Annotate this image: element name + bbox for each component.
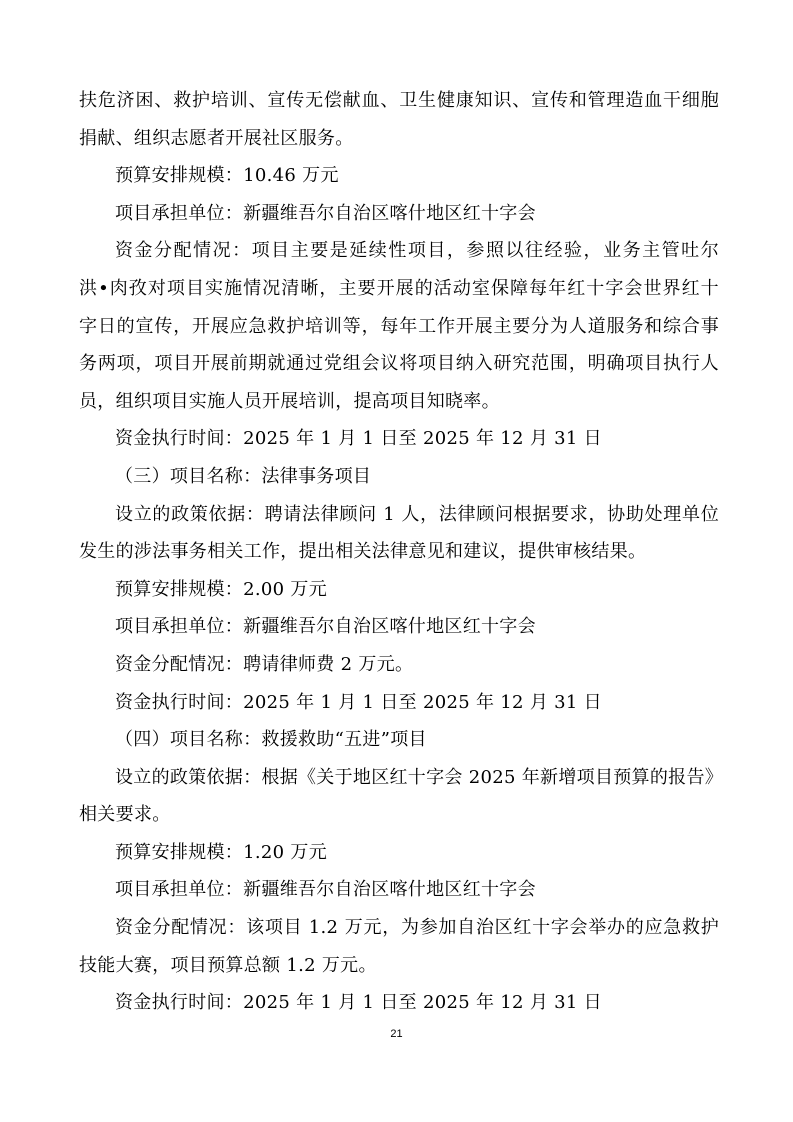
paragraph-line: 捐献、组织志愿者开展社区服务。 — [79, 127, 354, 149]
responsible-unit-line: 项目承担单位：新疆维吾尔自治区喀什地区红十字会 — [115, 879, 536, 901]
fund-allocation-line: 员，组织项目实施人员开展培训，提高项目知晓率。 — [79, 390, 500, 412]
policy-basis-line: 设立的政策依据：聘请法律顾问 1 人，法律顾问根据要求，协助处理单位 — [115, 503, 719, 525]
page-number: 21 — [390, 1028, 403, 1040]
section-heading: （三）项目名称：法律事务项目 — [115, 465, 372, 487]
responsible-unit-line: 项目承担单位：新疆维吾尔自治区喀什地区红十字会 — [115, 616, 536, 638]
budget-scale-line: 预算安排规模：2.00 万元 — [115, 578, 327, 600]
policy-basis-line: 设立的政策依据：根据《关于地区红十字会 2025 年新增项目预算的报告》 — [115, 766, 724, 788]
responsible-unit-line: 项目承担单位：新疆维吾尔自治区喀什地区红十字会 — [115, 202, 536, 224]
policy-basis-line: 相关要求。 — [79, 804, 171, 826]
execution-time-line: 资金执行时间：2025 年 1 月 1 日至 2025 年 12 月 31 日 — [115, 428, 602, 450]
section-heading: （四）项目名称：救援救助“五进”项目 — [115, 729, 427, 751]
execution-time-line: 资金执行时间：2025 年 1 月 1 日至 2025 年 12 月 31 日 — [115, 691, 602, 713]
fund-allocation-line: 技能大赛，项目预算总额 1.2 万元。 — [79, 954, 377, 976]
body-text — [79, 82, 724, 1022]
execution-time-line: 资金执行时间：2025 年 1 月 1 日至 2025 年 12 月 31 日 — [115, 992, 602, 1014]
budget-scale-line: 预算安排规模：1.20 万元 — [115, 841, 327, 863]
fund-allocation-line: 字日的宣传，开展应急救护培训等，每年工作开展主要分为人道服务和综合事 — [79, 315, 719, 337]
fund-allocation-line: 资金分配情况：聘请律师费 2 万元。 — [115, 653, 414, 675]
budget-scale-line: 预算安排规模：10.46 万元 — [115, 165, 339, 187]
policy-basis-line: 发生的涉法事务相关工作，提出相关法律意见和建议，提供审核结果。 — [79, 541, 647, 563]
fund-allocation-line: 洪•肉孜对项目实施情况清晰，主要开展的活动室保障每年红十字会世界红十 — [79, 277, 719, 299]
paragraph-line: 扶危济困、救护培训、宣传无偿献血、卫生健康知识、宣传和管理造血干细胞 — [79, 90, 719, 111]
fund-allocation-line: 务两项，项目开展前期就通过党组会议将项目纳入研究范围，明确项目执行人 — [79, 353, 719, 375]
fund-allocation-line: 资金分配情况：该项目 1.2 万元，为参加自治区红十字会举办的应急救护 — [115, 917, 719, 939]
fund-allocation-line: 资金分配情况：项目主要是延续性项目，参照以往经验，业务主管吐尔 — [115, 240, 719, 262]
